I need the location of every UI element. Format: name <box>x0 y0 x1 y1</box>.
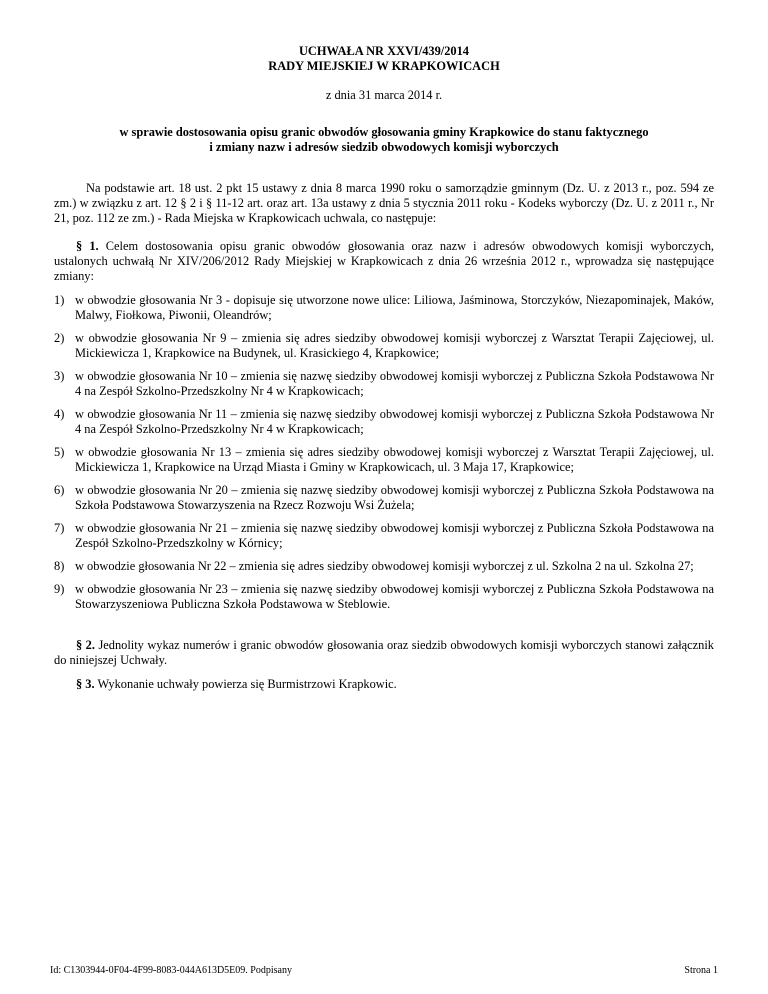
list-item-number: 3) <box>54 369 65 383</box>
list-item-number: 9) <box>54 582 65 596</box>
section-2-text: Jednolity wykaz numerów i granic obwodów głosowania oraz siedzib obwodowych komisji wyborczych stanowi załącznik do niniejszej Uchwały. <box>54 638 714 667</box>
amendments-list <box>54 293 714 620</box>
list-item-text: w obwodzie głosowania Nr 20 – zmienia się nazwę siedziby obwodowej komisji wyborczej z Publiczna Szkoła Podstawowa na Szkoła Podstawowa Stowarzyszenia na Rzecz Rozwoju Wsi Żużela; <box>75 483 714 512</box>
subject-line-2: i zmiany nazw i adresów siedzib obwodowych komisji wyborczych <box>209 140 559 154</box>
section-3 <box>54 677 714 692</box>
list-item-text: w obwodzie głosowania Nr 11 – zmienia się nazwę siedziby obwodowej komisji wyborczej z Publiczna Szkoła Podstawowa Nr 4 na Zespół Szkolno-Przedszkolny Nr 4 w Krapkowicach; <box>75 407 714 436</box>
preamble: Na podstawie art. 18 ust. 2 pkt 15 ustawy z dnia 8 marca 1990 roku o samorządzie gminnym (Dz. U. z 2013 r., poz. 594 ze zm.) w związku z art. 12 § 2 i § 11-12 art. oraz art. 13a ustawy z dnia 5 stycznia 2011 roku - Kodeks wyborczy (Dz. U. z 2011 r., Nr 21, poz. 112 ze zm.) - Rada Miejska w Krapkowicach uchwala, co następuje: <box>54 181 714 225</box>
document-id-footer: Id: C1303944-0F04-4F99-8083-044A613D5E09. Podpisany <box>50 965 292 976</box>
list-item-number: 1) <box>54 293 65 307</box>
list-item-number: 4) <box>54 407 65 421</box>
list-item-number: 5) <box>54 445 65 459</box>
list-item <box>54 582 714 612</box>
section-1-mark: § 1. <box>76 239 99 253</box>
list-item-text: w obwodzie głosowania Nr 13 – zmienia się adres siedziby obwodowej komisji wyborczej z Warsztat Terapii Zajęciowej, ul. Mickiewicza 1, Krapkowice na Urząd Miasta i Gminy w Krapkowicach, ul. 3 Maja 17, Krapkowice; <box>75 445 714 474</box>
list-item <box>54 521 714 551</box>
section-1 <box>54 239 714 284</box>
list-item-number: 7) <box>54 521 65 535</box>
list-item-text: w obwodzie głosowania Nr 21 – zmienia się nazwę siedziby obwodowej komisji wyborczej z Publiczna Szkoła Podstawowa na Zespół Szkolno-Przedszkolny w Kórnicy; <box>75 521 714 550</box>
subject-line-1: w sprawie dostosowania opisu granic obwodów głosowania gminy Krapkowice do stanu faktycznego <box>119 125 649 139</box>
list-item-text: w obwodzie głosowania Nr 10 – zmienia się nazwę siedziby obwodowej komisji wyborczej z Publiczna Szkoła Podstawowa Nr 4 na Zespół Szkolno-Przedszkolny Nr 4 w Krapkowicach; <box>75 369 714 398</box>
list-item-text: w obwodzie głosowania Nr 9 – zmienia się adres siedziby obwodowej komisji wyborczej z Warsztat Terapii Zajęciowej, ul. Mickiewicza 1, Krapkowice na Budynek, ul. Krasickiego 4, Krapkowice; <box>75 331 714 360</box>
resolution-title: UCHWAŁA NR XXVI/439/2014 <box>298 44 470 58</box>
section-2-mark: § 2. <box>76 638 95 652</box>
list-item-number: 2) <box>54 331 65 345</box>
list-item <box>54 559 714 574</box>
list-item <box>54 483 714 513</box>
list-item-text: w obwodzie głosowania Nr 22 – zmienia się adres siedziby obwodowej komisji wyborczej z ul. Szkolna 2 na ul. Szkolna 27; <box>75 559 694 573</box>
section-1-text: Celem dostosowania opisu granic obwodów głosowania oraz nazw i adresów obwodowych komisji wyborczych, ustalonych uchwałą Nr XIV/206/2012 Rady Miejskiej w Krapkowicach z dnia 26 września 2012 r., wprowadza się następujące zmiany: <box>54 239 714 283</box>
resolution-date: z dnia 31 marca 2014 r. <box>325 88 443 102</box>
council-name: RADY MIEJSKIEJ W KRAPKOWICACH <box>268 59 500 73</box>
section-2 <box>54 638 714 668</box>
list-item <box>54 369 714 399</box>
section-3-text: Wykonanie uchwały powierza się Burmistrzowi Krapkowic. <box>97 677 397 691</box>
list-item <box>54 445 714 475</box>
list-item-text: w obwodzie głosowania Nr 3 - dopisuje się utworzone nowe ulice: Liliowa, Jaśminowa, Storczyków, Niezapominajek, Maków, Malwy, Fiołkowa, Piwonii, Oleandrów; <box>75 293 714 322</box>
list-item <box>54 407 714 437</box>
list-item <box>54 331 714 361</box>
list-item-number: 8) <box>54 559 65 573</box>
page-number-footer: Strona 1 <box>684 965 718 976</box>
list-item-text: w obwodzie głosowania Nr 23 – zmienia się nazwę siedziby obwodowej komisji wyborczej z Publiczna Szkoła Podstawowa na Stowarzyszeniowa Publiczna Szkoła Podstawowa w Steblowie. <box>75 582 714 611</box>
section-3-mark: § 3. <box>76 677 95 691</box>
list-item <box>54 293 714 323</box>
list-item-number: 6) <box>54 483 65 497</box>
